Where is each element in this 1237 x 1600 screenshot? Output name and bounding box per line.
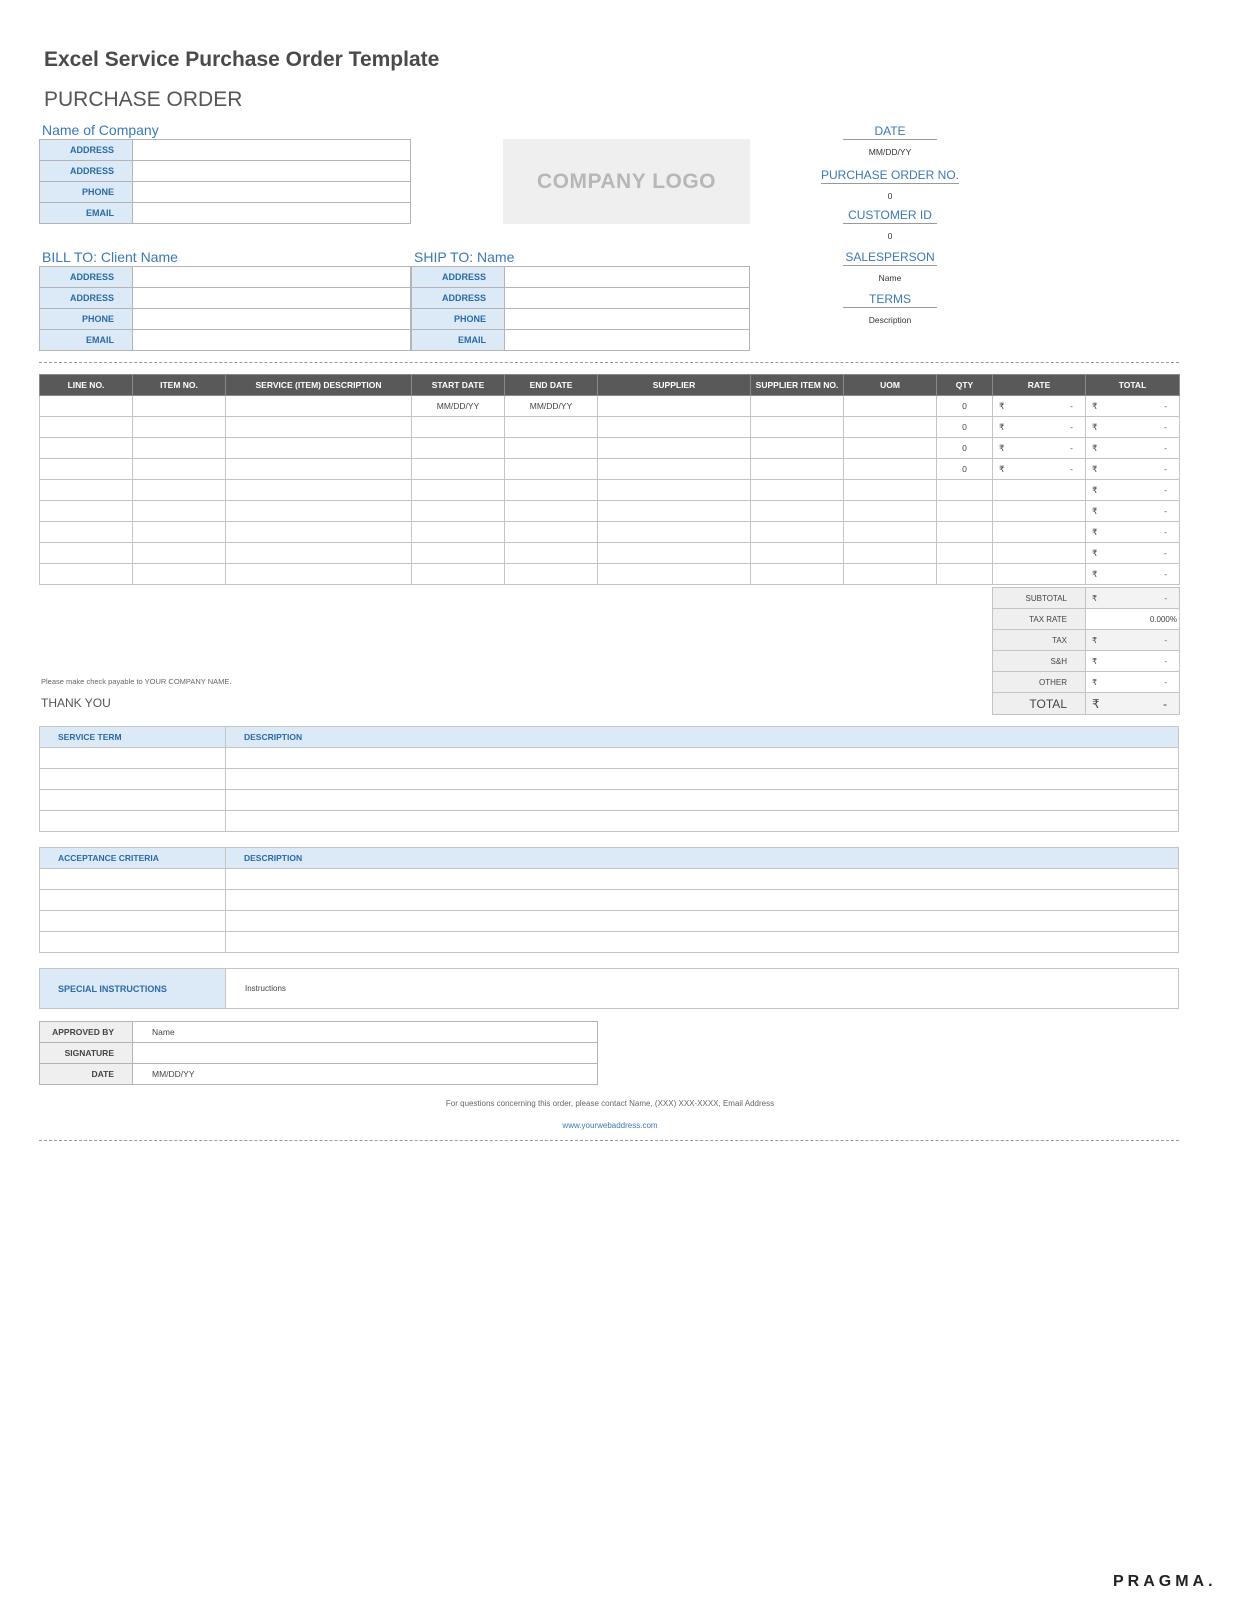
start-date-cell[interactable] bbox=[412, 438, 505, 459]
qty-cell[interactable] bbox=[937, 522, 993, 543]
amount: - bbox=[1164, 527, 1167, 537]
item-no-cell[interactable] bbox=[133, 438, 226, 459]
total-cell bbox=[1086, 564, 1180, 585]
amount: - bbox=[1163, 696, 1167, 711]
company-address-row bbox=[40, 161, 411, 182]
col-start-date: START DATE bbox=[412, 375, 505, 396]
field-label: ADDRESS bbox=[40, 161, 133, 182]
sh-value[interactable] bbox=[1086, 651, 1180, 672]
description-cell[interactable] bbox=[226, 522, 412, 543]
uom-cell[interactable] bbox=[844, 501, 937, 522]
description-cell[interactable] bbox=[226, 438, 412, 459]
currency-symbol: ₹ bbox=[1092, 442, 1098, 453]
start-date-cell[interactable] bbox=[412, 417, 505, 438]
total-cell bbox=[1086, 396, 1180, 417]
ship-to-row bbox=[412, 330, 750, 351]
amount: - bbox=[1164, 548, 1167, 558]
uom-cell[interactable] bbox=[844, 396, 937, 417]
subtotal-value bbox=[1086, 588, 1180, 609]
currency-symbol: ₹ bbox=[1092, 656, 1098, 666]
service-term-cell[interactable] bbox=[40, 769, 226, 790]
table-row bbox=[40, 769, 1179, 790]
ship-to-table bbox=[411, 266, 750, 351]
field-label: PHONE bbox=[40, 182, 133, 203]
table-row bbox=[40, 501, 1180, 522]
company-phone-field[interactable] bbox=[133, 182, 411, 203]
ship-to-email-field[interactable] bbox=[505, 330, 750, 351]
line-no-cell[interactable] bbox=[40, 459, 133, 480]
total-cell bbox=[1086, 417, 1180, 438]
customer-id-block bbox=[800, 208, 980, 241]
start-date-cell[interactable] bbox=[412, 459, 505, 480]
ship-to-phone-field[interactable] bbox=[505, 309, 750, 330]
approval-table bbox=[39, 1021, 598, 1085]
line-no-cell[interactable] bbox=[40, 438, 133, 459]
total-cell bbox=[1086, 438, 1180, 459]
start-date-cell[interactable] bbox=[412, 522, 505, 543]
supplier-item-no-cell[interactable] bbox=[751, 417, 844, 438]
approval-date-field[interactable]: MM/DD/YY bbox=[133, 1064, 598, 1085]
special-instructions-field[interactable]: Instructions bbox=[226, 969, 1179, 1009]
amount: - bbox=[1070, 422, 1073, 432]
tax-label: TAX bbox=[993, 630, 1086, 651]
ship-to-row bbox=[412, 267, 750, 288]
company-phone-row bbox=[40, 182, 411, 203]
service-description-cell[interactable] bbox=[226, 790, 1179, 811]
currency-symbol: ₹ bbox=[999, 421, 1005, 432]
uom-cell[interactable] bbox=[844, 522, 937, 543]
bill-to-email-field[interactable] bbox=[133, 330, 411, 351]
col-uom: UOM bbox=[844, 375, 937, 396]
service-terms-table bbox=[39, 726, 1179, 832]
company-logo-placeholder[interactable]: COMPANY LOGO bbox=[503, 139, 750, 224]
currency-symbol: ₹ bbox=[999, 463, 1005, 474]
field-label: ADDRESS bbox=[40, 140, 133, 161]
subtotal-row bbox=[993, 588, 1180, 609]
service-terms-header bbox=[40, 727, 1179, 748]
item-no-cell[interactable] bbox=[133, 459, 226, 480]
salesperson-block bbox=[800, 250, 980, 283]
tax-rate-row bbox=[993, 609, 1180, 630]
line-no-cell[interactable] bbox=[40, 564, 133, 585]
other-value[interactable] bbox=[1086, 672, 1180, 693]
line-no-cell[interactable] bbox=[40, 417, 133, 438]
qty-cell[interactable]: 0 bbox=[937, 459, 993, 480]
amount: - bbox=[1164, 506, 1167, 516]
other-row bbox=[993, 672, 1180, 693]
amount: - bbox=[1164, 443, 1167, 453]
uom-cell[interactable] bbox=[844, 438, 937, 459]
currency-symbol: ₹ bbox=[1092, 568, 1098, 579]
table-row bbox=[40, 790, 1179, 811]
approval-date-row bbox=[40, 1064, 598, 1085]
ship-to-address-field[interactable] bbox=[505, 267, 750, 288]
table-row bbox=[40, 932, 1179, 953]
special-instructions-label: SPECIAL INSTRUCTIONS bbox=[40, 969, 226, 1009]
supplier-item-no-cell[interactable] bbox=[751, 459, 844, 480]
line-no-cell[interactable] bbox=[40, 543, 133, 564]
line-no-cell[interactable] bbox=[40, 501, 133, 522]
tax-value bbox=[1086, 630, 1180, 651]
total-cell bbox=[1086, 480, 1180, 501]
service-description-cell[interactable] bbox=[226, 811, 1179, 832]
acceptance-criteria-cell[interactable] bbox=[40, 890, 226, 911]
bill-to-phone-field[interactable] bbox=[133, 309, 411, 330]
uom-cell[interactable] bbox=[844, 543, 937, 564]
acceptance-description-header: DESCRIPTION bbox=[226, 848, 1179, 869]
customer-id-label: CUSTOMER ID bbox=[843, 208, 937, 224]
thank-you-text: THANK YOU bbox=[41, 696, 111, 710]
acceptance-description-cell[interactable] bbox=[226, 890, 1179, 911]
rate-cell[interactable] bbox=[993, 480, 1086, 501]
table-row bbox=[40, 522, 1180, 543]
amount: - bbox=[1164, 485, 1167, 495]
amount: - bbox=[1164, 464, 1167, 474]
supplier-cell[interactable] bbox=[598, 417, 751, 438]
total-cell bbox=[1086, 459, 1180, 480]
description-cell[interactable] bbox=[226, 417, 412, 438]
field-label: EMAIL bbox=[40, 203, 133, 224]
qty-cell[interactable] bbox=[937, 501, 993, 522]
subtotal-label: SUBTOTAL bbox=[993, 588, 1086, 609]
company-address2-field[interactable] bbox=[133, 161, 411, 182]
uom-cell[interactable] bbox=[844, 480, 937, 501]
item-no-cell[interactable] bbox=[133, 417, 226, 438]
purchase-order-heading: PURCHASE ORDER bbox=[44, 88, 243, 111]
start-date-cell[interactable] bbox=[412, 543, 505, 564]
amount: - bbox=[1164, 422, 1167, 432]
amount: - bbox=[1070, 464, 1073, 474]
table-row bbox=[40, 911, 1179, 932]
table-row bbox=[40, 438, 1180, 459]
field-label: PHONE bbox=[412, 309, 505, 330]
field-label: EMAIL bbox=[412, 330, 505, 351]
field-label: ADDRESS bbox=[40, 267, 133, 288]
currency-symbol: ₹ bbox=[1092, 526, 1098, 537]
supplier-item-no-cell[interactable] bbox=[751, 543, 844, 564]
ship-to-row bbox=[412, 309, 750, 330]
rate-cell[interactable] bbox=[993, 438, 1086, 459]
approved-by-label: APPROVED BY bbox=[40, 1022, 133, 1043]
col-description: SERVICE (ITEM) DESCRIPTION bbox=[226, 375, 412, 396]
start-date-cell[interactable] bbox=[412, 564, 505, 585]
service-description-cell[interactable] bbox=[226, 748, 1179, 769]
rate-cell[interactable] bbox=[993, 501, 1086, 522]
company-name[interactable]: Name of Company bbox=[42, 122, 159, 138]
uom-cell[interactable] bbox=[844, 459, 937, 480]
amount: - bbox=[1070, 443, 1073, 453]
start-date-cell[interactable]: MM/DD/YY bbox=[412, 396, 505, 417]
rate-cell[interactable] bbox=[993, 564, 1086, 585]
end-date-cell[interactable] bbox=[505, 564, 598, 585]
line-items-body bbox=[40, 396, 1180, 585]
bill-to-row bbox=[40, 309, 411, 330]
salesperson-label: SALESPERSON bbox=[843, 250, 937, 266]
rate-cell[interactable] bbox=[993, 522, 1086, 543]
table-row bbox=[40, 869, 1179, 890]
supplier-item-no-cell[interactable] bbox=[751, 564, 844, 585]
currency-symbol: ₹ bbox=[1092, 505, 1098, 516]
approval-date-label: DATE bbox=[40, 1064, 133, 1085]
total-cell bbox=[1086, 501, 1180, 522]
service-term-header: SERVICE TERM bbox=[40, 727, 226, 748]
col-line-no: LINE NO. bbox=[40, 375, 133, 396]
signature-row bbox=[40, 1043, 598, 1064]
service-term-cell[interactable] bbox=[40, 811, 226, 832]
qty-cell[interactable]: 0 bbox=[937, 438, 993, 459]
field-label: ADDRESS bbox=[412, 288, 505, 309]
special-instructions-table bbox=[39, 968, 1179, 1009]
end-date-cell[interactable]: MM/DD/YY bbox=[505, 396, 598, 417]
currency-symbol: ₹ bbox=[999, 442, 1005, 453]
item-no-cell[interactable] bbox=[133, 543, 226, 564]
signature-field[interactable] bbox=[133, 1043, 598, 1064]
supplier-cell[interactable] bbox=[598, 438, 751, 459]
currency-symbol: ₹ bbox=[1092, 547, 1098, 558]
document-title: Excel Service Purchase Order Template bbox=[44, 48, 440, 71]
end-date-cell[interactable] bbox=[505, 522, 598, 543]
field-label: ADDRESS bbox=[40, 288, 133, 309]
terms-value[interactable]: Description bbox=[868, 315, 912, 325]
item-no-cell[interactable] bbox=[133, 396, 226, 417]
table-row bbox=[40, 564, 1180, 585]
total-cell bbox=[1086, 543, 1180, 564]
tax-rate-label: TAX RATE bbox=[993, 609, 1086, 630]
approved-by-row bbox=[40, 1022, 598, 1043]
currency-symbol: ₹ bbox=[1092, 400, 1098, 411]
totals-table bbox=[992, 587, 1180, 715]
qty-cell[interactable]: 0 bbox=[937, 417, 993, 438]
supplier-cell[interactable] bbox=[598, 396, 751, 417]
description-cell[interactable] bbox=[226, 564, 412, 585]
ship-to-row bbox=[412, 288, 750, 309]
uom-cell[interactable] bbox=[844, 417, 937, 438]
terms-label: TERMS bbox=[843, 292, 937, 308]
supplier-cell[interactable] bbox=[598, 480, 751, 501]
bill-to-row bbox=[40, 288, 411, 309]
po-number-block bbox=[800, 166, 980, 201]
company-address-row bbox=[40, 140, 411, 161]
approved-by-field[interactable]: Name bbox=[133, 1022, 598, 1043]
field-label: ADDRESS bbox=[412, 267, 505, 288]
date-block bbox=[800, 124, 980, 157]
total-label: TOTAL bbox=[993, 693, 1086, 715]
field-label: PHONE bbox=[40, 309, 133, 330]
bill-to-row bbox=[40, 330, 411, 351]
bill-to-title[interactable]: BILL TO: Client Name bbox=[42, 249, 178, 265]
special-instructions-row bbox=[40, 969, 1179, 1009]
item-no-cell[interactable] bbox=[133, 522, 226, 543]
currency-symbol: ₹ bbox=[1092, 593, 1098, 603]
tax-row bbox=[993, 630, 1180, 651]
line-no-cell[interactable] bbox=[40, 480, 133, 501]
line-no-cell[interactable] bbox=[40, 396, 133, 417]
table-row bbox=[40, 890, 1179, 911]
supplier-cell[interactable] bbox=[598, 459, 751, 480]
end-date-cell[interactable] bbox=[505, 501, 598, 522]
line-items-table bbox=[39, 374, 1180, 585]
ship-to-address2-field[interactable] bbox=[505, 288, 750, 309]
qty-cell[interactable] bbox=[937, 543, 993, 564]
amount: - bbox=[1164, 635, 1167, 645]
signature-label: SIGNATURE bbox=[40, 1043, 133, 1064]
service-description-cell[interactable] bbox=[226, 769, 1179, 790]
table-row bbox=[40, 480, 1180, 501]
amount: - bbox=[1164, 401, 1167, 411]
salesperson-value[interactable]: Name bbox=[878, 273, 902, 283]
company-email-row bbox=[40, 203, 411, 224]
currency-symbol: ₹ bbox=[1092, 677, 1098, 687]
table-row bbox=[40, 811, 1179, 832]
other-label: OTHER bbox=[993, 672, 1086, 693]
end-date-cell[interactable] bbox=[505, 480, 598, 501]
currency-symbol: ₹ bbox=[1092, 463, 1098, 474]
rate-cell[interactable] bbox=[993, 396, 1086, 417]
items-header-row bbox=[40, 375, 1180, 396]
item-no-cell[interactable] bbox=[133, 564, 226, 585]
qty-cell[interactable] bbox=[937, 480, 993, 501]
currency-symbol: ₹ bbox=[1092, 484, 1098, 495]
description-cell[interactable] bbox=[226, 501, 412, 522]
contact-line: For questions concerning this order, please contact Name, (XXX) XXX-XXXX, Email Address bbox=[445, 1099, 775, 1108]
dashed-divider-bottom bbox=[39, 1140, 1179, 1141]
acceptance-criteria-header: ACCEPTANCE CRITERIA bbox=[40, 848, 226, 869]
company-address-field[interactable] bbox=[133, 140, 411, 161]
end-date-cell[interactable] bbox=[505, 417, 598, 438]
sh-label: S&H bbox=[993, 651, 1086, 672]
col-end-date: END DATE bbox=[505, 375, 598, 396]
description-cell[interactable] bbox=[226, 480, 412, 501]
acceptance-description-cell[interactable] bbox=[226, 911, 1179, 932]
acceptance-description-cell[interactable] bbox=[226, 869, 1179, 890]
field-label: EMAIL bbox=[40, 330, 133, 351]
amount: - bbox=[1164, 677, 1167, 687]
amount: - bbox=[1164, 593, 1167, 603]
bill-to-row bbox=[40, 267, 411, 288]
tax-rate-value[interactable]: 0.000% bbox=[1086, 609, 1180, 630]
col-qty: QTY bbox=[937, 375, 993, 396]
service-description-header: DESCRIPTION bbox=[226, 727, 1179, 748]
acceptance-description-cell[interactable] bbox=[226, 932, 1179, 953]
company-info-table bbox=[39, 139, 411, 224]
rate-cell[interactable] bbox=[993, 543, 1086, 564]
total-value bbox=[1086, 693, 1180, 715]
col-rate: RATE bbox=[993, 375, 1086, 396]
col-supplier: SUPPLIER bbox=[598, 375, 751, 396]
supplier-item-no-cell[interactable] bbox=[751, 522, 844, 543]
currency-symbol: ₹ bbox=[1092, 635, 1098, 645]
acceptance-criteria-cell[interactable] bbox=[40, 869, 226, 890]
end-date-cell[interactable] bbox=[505, 543, 598, 564]
check-payable-note: Please make check payable to YOUR COMPANY NAME. bbox=[41, 677, 232, 686]
acceptance-criteria-cell[interactable] bbox=[40, 911, 226, 932]
supplier-cell[interactable] bbox=[598, 543, 751, 564]
supplier-cell[interactable] bbox=[598, 501, 751, 522]
total-cell bbox=[1086, 522, 1180, 543]
end-date-cell[interactable] bbox=[505, 459, 598, 480]
bill-to-address-field[interactable] bbox=[133, 267, 411, 288]
description-cell[interactable] bbox=[226, 396, 412, 417]
table-row bbox=[40, 543, 1180, 564]
web-address-link[interactable]: www.yourwebaddress.com bbox=[562, 1121, 658, 1130]
qty-cell[interactable] bbox=[937, 564, 993, 585]
date-label: DATE bbox=[843, 124, 937, 140]
col-total: TOTAL bbox=[1086, 375, 1180, 396]
supplier-item-no-cell[interactable] bbox=[751, 396, 844, 417]
table-row bbox=[40, 396, 1180, 417]
supplier-item-no-cell[interactable] bbox=[751, 501, 844, 522]
supplier-item-no-cell[interactable] bbox=[751, 480, 844, 501]
col-supplier-item-no: SUPPLIER ITEM NO. bbox=[751, 375, 844, 396]
currency-symbol: ₹ bbox=[1092, 421, 1098, 432]
item-no-cell[interactable] bbox=[133, 480, 226, 501]
supplier-item-no-cell[interactable] bbox=[751, 438, 844, 459]
table-row bbox=[40, 417, 1180, 438]
rate-cell[interactable] bbox=[993, 459, 1086, 480]
currency-symbol: ₹ bbox=[1092, 696, 1100, 711]
line-no-cell[interactable] bbox=[40, 522, 133, 543]
company-email-field[interactable] bbox=[133, 203, 411, 224]
start-date-cell[interactable] bbox=[412, 501, 505, 522]
bill-to-address2-field[interactable] bbox=[133, 288, 411, 309]
date-value[interactable]: MM/DD/YY bbox=[868, 147, 912, 157]
ship-to-title[interactable]: SHIP TO: Name bbox=[414, 249, 515, 265]
po-number-value[interactable]: 0 bbox=[887, 191, 893, 201]
amount: - bbox=[1070, 401, 1073, 411]
rate-cell[interactable] bbox=[993, 417, 1086, 438]
currency-symbol: ₹ bbox=[999, 400, 1005, 411]
col-item-no: ITEM NO. bbox=[133, 375, 226, 396]
uom-cell[interactable] bbox=[844, 564, 937, 585]
bill-to-table bbox=[39, 266, 411, 351]
qty-cell[interactable]: 0 bbox=[937, 396, 993, 417]
dashed-divider bbox=[39, 362, 1179, 363]
table-row bbox=[40, 459, 1180, 480]
start-date-cell[interactable] bbox=[412, 480, 505, 501]
description-cell[interactable] bbox=[226, 459, 412, 480]
amount: - bbox=[1164, 656, 1167, 666]
amount: - bbox=[1164, 569, 1167, 579]
po-number-label: PURCHASE ORDER NO. bbox=[820, 168, 960, 182]
item-no-cell[interactable] bbox=[133, 501, 226, 522]
service-term-cell[interactable] bbox=[40, 790, 226, 811]
supplier-cell[interactable] bbox=[598, 522, 751, 543]
customer-id-value[interactable]: 0 bbox=[887, 231, 893, 241]
sh-row bbox=[993, 651, 1180, 672]
table-row bbox=[40, 748, 1179, 769]
service-term-cell[interactable] bbox=[40, 748, 226, 769]
acceptance-criteria-table bbox=[39, 847, 1179, 953]
description-cell[interactable] bbox=[226, 543, 412, 564]
grand-total-row bbox=[993, 693, 1180, 715]
acceptance-header bbox=[40, 848, 1179, 869]
end-date-cell[interactable] bbox=[505, 438, 598, 459]
supplier-cell[interactable] bbox=[598, 564, 751, 585]
terms-block bbox=[800, 292, 980, 325]
acceptance-criteria-cell[interactable] bbox=[40, 932, 226, 953]
brand-logo: PRAGMA. bbox=[1113, 1573, 1217, 1590]
